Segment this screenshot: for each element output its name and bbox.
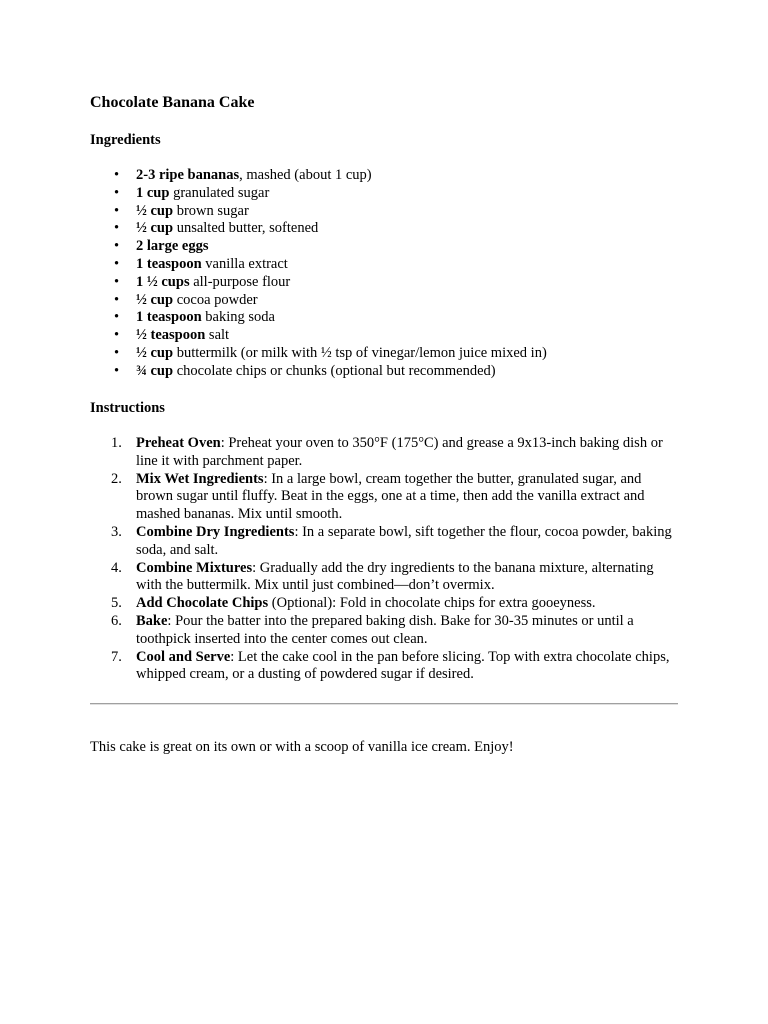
step-text: : In a large bowl, cream together the butter, granulated sugar, and brown sugar until fluffy. Beat in the eggs, one at a time, then add the vanilla extract and mashed bananas. Mix until smooth. <box>136 470 645 523</box>
step-title: Preheat Oven <box>136 435 221 451</box>
step-text: : Pour the batter into the prepared baking dish. Bake for 30-35 minutes or until a toothpick inserted into the center comes out clean. <box>136 612 634 647</box>
ingredient-item <box>90 274 680 292</box>
step-text: : Preheat your oven to 350°F (175°C) and grease a 9x13-inch baking dish or line it with parchment paper. <box>136 435 663 469</box>
bullet-icon: • <box>114 309 120 326</box>
ingredient-quantity: 2-3 ripe bananas <box>136 167 240 183</box>
ingredient-quantity: 2 large eggs <box>136 238 209 255</box>
step-number: 4. <box>111 559 122 576</box>
bullet-icon: • <box>114 202 120 219</box>
ingredient-quantity: ½ cup <box>136 220 174 237</box>
step-title: Add Chocolate Chips <box>136 595 269 612</box>
recipe-title: Chocolate Banana Cake <box>90 94 255 111</box>
instruction-step <box>90 649 680 685</box>
ingredient-item <box>90 363 680 381</box>
bullet-icon: • <box>114 291 120 308</box>
ingredient-text: vanilla extract <box>201 255 288 272</box>
ingredient-item <box>90 256 680 274</box>
ingredient-text: all-purpose flour <box>189 273 291 290</box>
ingredient-quantity: ¾ cup <box>136 362 174 379</box>
ingredient-item <box>90 238 680 256</box>
ingredient-item <box>90 185 680 203</box>
step-text: : Let the cake cool in the pan before slicing. Top with extra chocolate chips, whipped cream, or a dusting of powdered sugar if desired. <box>136 648 670 683</box>
ingredient-quantity: ½ teaspoon <box>136 327 206 344</box>
ingredient-text: granulated sugar <box>169 184 270 201</box>
bullet-icon: • <box>114 255 120 272</box>
step-title: Combine Mixtures <box>136 559 253 576</box>
bullet-icon: • <box>114 220 120 237</box>
horizontal-rule <box>90 703 678 705</box>
ingredients-list <box>90 167 680 381</box>
ingredient-text: brown sugar <box>173 202 249 219</box>
instruction-step <box>90 560 680 596</box>
ingredient-quantity: 1 ½ cups <box>136 273 190 290</box>
ingredient-quantity: 1 teaspoon <box>136 309 202 326</box>
bullet-icon: • <box>114 238 120 255</box>
step-text: : In a separate bowl, sift together the flour, cocoa powder, baking soda, and salt. <box>136 523 672 558</box>
instruction-step <box>90 524 680 560</box>
ingredient-text: chocolate chips or chunks (optional but recommended) <box>173 362 496 379</box>
ingredient-text: cocoa powder <box>173 291 258 308</box>
step-title: Combine Dry Ingredients <box>136 523 295 540</box>
step-text: : Gradually add the dry ingredients to the banana mixture, alternating with the buttermilk. Mix until just combined—don’t overmix. <box>136 559 654 594</box>
bullet-icon: • <box>114 273 120 290</box>
ingredient-text: salt <box>205 327 230 344</box>
step-number: 3. <box>111 523 122 540</box>
ingredient-text: , mashed (about 1 cup) <box>239 167 372 183</box>
ingredients-heading: Ingredients <box>90 132 161 148</box>
ingredient-quantity: 1 teaspoon <box>136 255 202 272</box>
instructions-list <box>90 435 680 684</box>
step-number: 7. <box>111 648 122 665</box>
step-title: Bake <box>136 612 168 629</box>
instructions-heading: Instructions <box>90 400 165 416</box>
step-text: (Optional): Fold in chocolate chips for extra gooeyness. <box>268 595 596 612</box>
step-title: Mix Wet Ingredients <box>136 470 264 487</box>
ingredient-text: unsalted butter, softened <box>173 220 319 237</box>
step-number: 1. <box>111 435 122 451</box>
ingredient-item <box>90 327 680 345</box>
step-title: Cool and Serve <box>136 648 231 665</box>
bullet-icon: • <box>114 184 120 201</box>
instruction-step <box>90 435 680 471</box>
ingredient-item <box>90 203 680 221</box>
closing-note: This cake is great on its own or with a scoop of vanilla ice cream. Enjoy! <box>90 739 514 755</box>
bullet-icon: • <box>114 362 120 379</box>
bullet-icon: • <box>114 344 120 361</box>
ingredient-item <box>90 345 680 363</box>
ingredient-quantity: 1 cup <box>136 184 170 201</box>
ingredient-item <box>90 309 680 327</box>
bullet-icon: • <box>114 167 120 183</box>
ingredient-quantity: ½ cup <box>136 344 174 361</box>
ingredient-quantity: ½ cup <box>136 291 174 308</box>
ingredient-quantity: ½ cup <box>136 202 174 219</box>
instruction-step <box>90 613 680 649</box>
ingredient-text: buttermilk (or milk with ½ tsp of vinegar/lemon juice mixed in) <box>173 344 547 361</box>
ingredient-item <box>90 292 680 310</box>
step-number: 6. <box>111 612 122 629</box>
bullet-icon: • <box>114 327 120 344</box>
step-number: 5. <box>111 595 122 612</box>
ingredient-item <box>90 167 680 185</box>
ingredient-item <box>90 220 680 238</box>
ingredient-text: baking soda <box>201 309 275 326</box>
instruction-step <box>90 471 680 524</box>
step-number: 2. <box>111 470 122 487</box>
instruction-step <box>90 595 680 613</box>
